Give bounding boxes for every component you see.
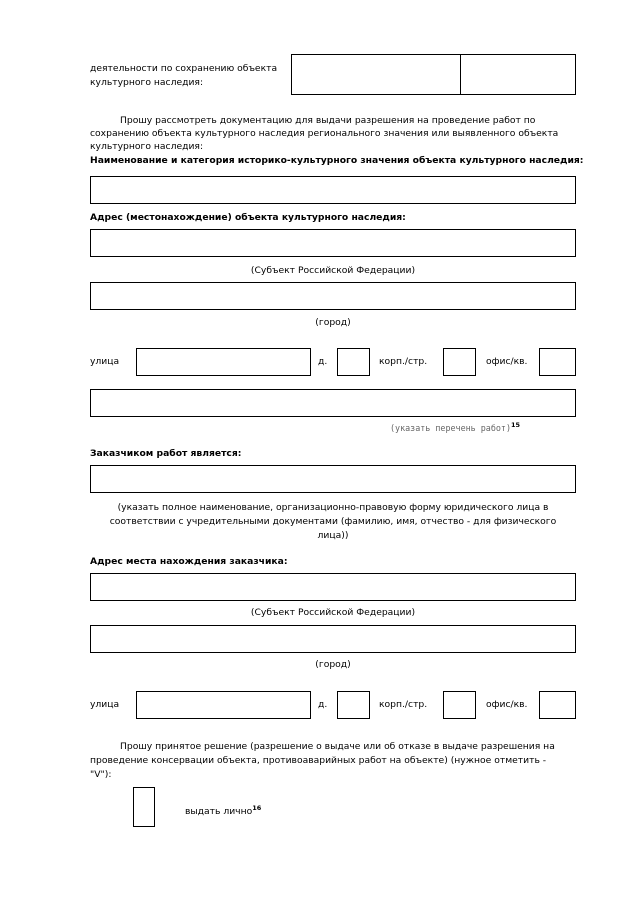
decision-line2: проведение консервации объекта, противоаварийных работ на объекте) (нужное отметить - — [90, 755, 547, 766]
deliver-in-person-checkbox[interactable] — [133, 787, 155, 827]
footnote-15: 15 — [511, 420, 521, 429]
customer-street-input[interactable] — [136, 691, 311, 719]
activity-label-line2: культурного наследия: — [90, 77, 204, 88]
works-list-input[interactable] — [90, 389, 576, 417]
customer-house-input[interactable] — [337, 691, 370, 719]
customer-house-label: д. — [318, 699, 328, 710]
object-street-input[interactable] — [136, 348, 311, 376]
customer-subject-caption: (Субъект Российской Федерации) — [250, 607, 416, 618]
customer-address-label: Адрес места нахождения заказчика: — [90, 556, 288, 567]
object-subject-input[interactable] — [90, 229, 576, 257]
object-address-label: Адрес (местонахождение) объекта культурного наследия: — [90, 212, 406, 223]
activity-label-line1: деятельности по сохранению объекта — [90, 63, 278, 74]
object-city-caption: (город) — [315, 317, 351, 328]
customer-office-input[interactable] — [539, 691, 576, 719]
works-caption — [390, 422, 520, 435]
object-building-label: корп./стр. — [379, 356, 428, 367]
footnote-16: 16 — [252, 803, 262, 812]
object-office-input[interactable] — [539, 348, 576, 376]
request-line2: сохранению объекта культурного наследия регионального значения или выявленного объекта — [90, 128, 559, 139]
request-line1: Прошу рассмотреть документацию для выдачи разрешения на проведение работ по — [120, 115, 536, 126]
customer-caption-line2: соответствии с учредительными документами (фамилию, имя, отчество - для физического — [109, 516, 557, 527]
customer-street-label: улица — [90, 699, 120, 710]
customer-city-input[interactable] — [90, 625, 576, 653]
customer-building-input[interactable] — [443, 691, 476, 719]
works-caption-text: (указать перечень работ) — [390, 423, 512, 433]
object-name-input[interactable] — [90, 176, 576, 204]
customer-caption-line3: лица)) — [317, 530, 349, 541]
object-house-label: д. — [318, 356, 328, 367]
deliver-in-person-label: выдать лично — [185, 806, 253, 817]
object-office-label: офис/кв. — [486, 356, 528, 367]
object-street-label: улица — [90, 356, 120, 367]
customer-office-label: офис/кв. — [486, 699, 528, 710]
customer-building-label: корп./стр. — [379, 699, 428, 710]
request-line3: культурного наследия: — [90, 141, 204, 152]
deliver-in-person-option — [185, 805, 261, 818]
customer-input[interactable] — [90, 465, 576, 493]
customer-city-caption: (город) — [315, 659, 351, 670]
decision-line1: Прошу принятое решение (разрешение о выдаче или об отказе в выдаче разрешения на — [120, 741, 555, 752]
object-city-input[interactable] — [90, 282, 576, 310]
customer-caption-line1: (указать полное наименование, организационно-правовую форму юридического лица в — [117, 502, 549, 513]
object-subject-caption: (Субъект Российской Федерации) — [250, 265, 416, 276]
customer-label: Заказчиком работ является: — [90, 448, 242, 459]
object-name-label: Наименование и категория историко-культурного значения объекта культурного наследия: — [90, 155, 584, 166]
customer-subject-input[interactable] — [90, 573, 576, 601]
activity-field-secondary[interactable] — [460, 54, 576, 95]
object-house-input[interactable] — [337, 348, 370, 376]
decision-line3: "V"): — [90, 769, 112, 780]
object-building-input[interactable] — [443, 348, 476, 376]
activity-field-primary[interactable] — [291, 54, 461, 95]
